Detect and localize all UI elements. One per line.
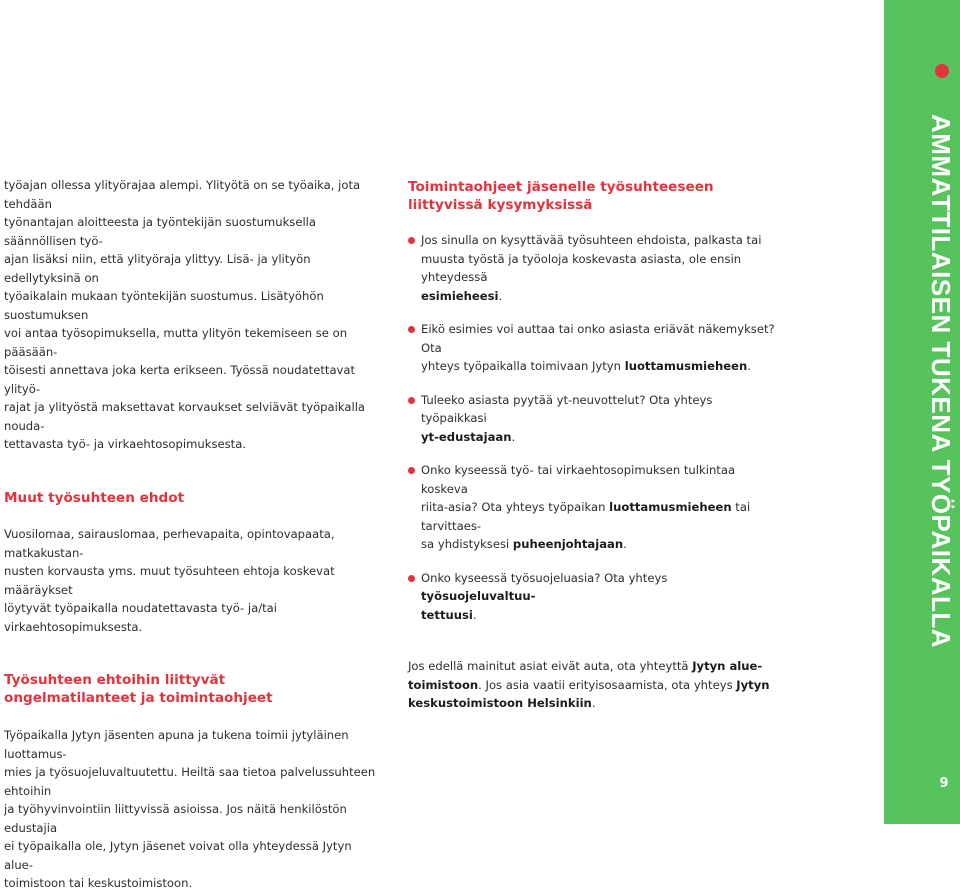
heading-problems: Työsuhteen ehtoihin liittyvät ongelmatilanteet ja toimintaohjeet xyxy=(4,672,273,706)
list-item: Onko kyseessä työ- tai virkaehtosopimuksen tulkintaa koskeva riita-asia? Ota yhteys työpaikan luottamusmieheen tai tarvittaes- sa yhdistyksesi puheenjohtajaan. xyxy=(408,461,778,554)
left-column xyxy=(4,0,376,893)
list-item: Eikö esimies voi auttaa tai onko asiasta eriävät näkemykset? Ota yhteys työpaikalla toimivaan Jytyn luottamusmieheen. xyxy=(408,320,778,376)
red-dot-icon xyxy=(935,64,949,78)
problems-paragraph: Työpaikalla Jytyn jäsenten apuna ja tukena toimii jytyläinen luottamus- mies ja työsuojeluvaltuutettu. Heiltä saa tietoa palvelussuhteen ehtoihin ja työhyvinvointiin liittyvissä asioissa. Jos näitä henkilöstön edustajia ei työpaikalla ole, Jytyn jäsenet voivat olla yhteydessä Jytyn alue- toimistoon tai keskustoimistoon. xyxy=(4,728,376,890)
bullet-icon xyxy=(408,326,415,333)
list-item: Onko kyseessä työsuojeluasia? Ota yhteys työsuojeluvaltuu- tettuusi. xyxy=(408,569,778,625)
heading-instructions: Toimintaohjeet jäsenelle työsuhteeseen liittyvissä kysymyksissä xyxy=(408,179,714,213)
list-item: Jos sinulla on kysyttävää työsuhteen ehdoista, palkasta tai muusta työstä ja työoloja koskevasta asiasta, ole ensin yhteydessä esimieheesi. xyxy=(408,231,778,305)
right-column xyxy=(408,0,778,713)
page-number: 9 xyxy=(939,776,949,791)
sidebar-title: AMMATTILAISEN TUKENA TYÖPAIKALLA xyxy=(926,114,956,649)
heading-other-terms: Muut työsuhteen ehdot xyxy=(4,489,185,506)
bullet-icon xyxy=(408,467,415,474)
other-terms-paragraph: Vuosilomaa, sairauslomaa, perhevapaita, opintovapaata, matkakustan- nusten korvausta yms. muut työsuhteen ehtoja koskevat määräykset löytyvät työpaikalla noudatettavasta työ- ja/tai virkaehtosopimuksesta. xyxy=(4,527,335,634)
bullet-icon xyxy=(408,237,415,244)
bullet-icon xyxy=(408,397,415,404)
list-item: Tuleeko asiasta pyytää yt-neuvottelut? Ota yhteys työpaikkasi yt-edustajaan. xyxy=(408,391,778,447)
instruction-list xyxy=(408,231,778,624)
intro-paragraph: työajan ollessa ylityörajaa alempi. Ylityötä on se työaika, jota tehdään työnantajan aloitteesta ja työntekijän suostumuksella säännöllisen työ- ajan lisäksi niin, että ylityöraja ylittyy. Lisä- ja ylityön edellytyksinä on työaikalain mukaan työntekijän suostumus. Lisätyöhön suostumuksen voi antaa työsopimuksella, mutta ylityön tekemiseen se on pääsään- töisesti annettava joka kerta erikseen. Työssä noudatettavat ylityö- rajat ja ylityöstä maksettavat korvaukset selviävät työpaikalla nouda- tettavasta työ- ja virkaehtosopimuksesta. xyxy=(4,178,366,451)
closing-paragraph: Jos edellä mainitut asiat eivät auta, ota yhteyttä Jytyn alue- toimistoon. Jos asia vaatii erityisosaamista, ota yhteys Jytyn keskustoimistoon Helsinkiin. xyxy=(408,659,770,710)
bullet-icon xyxy=(408,575,415,582)
